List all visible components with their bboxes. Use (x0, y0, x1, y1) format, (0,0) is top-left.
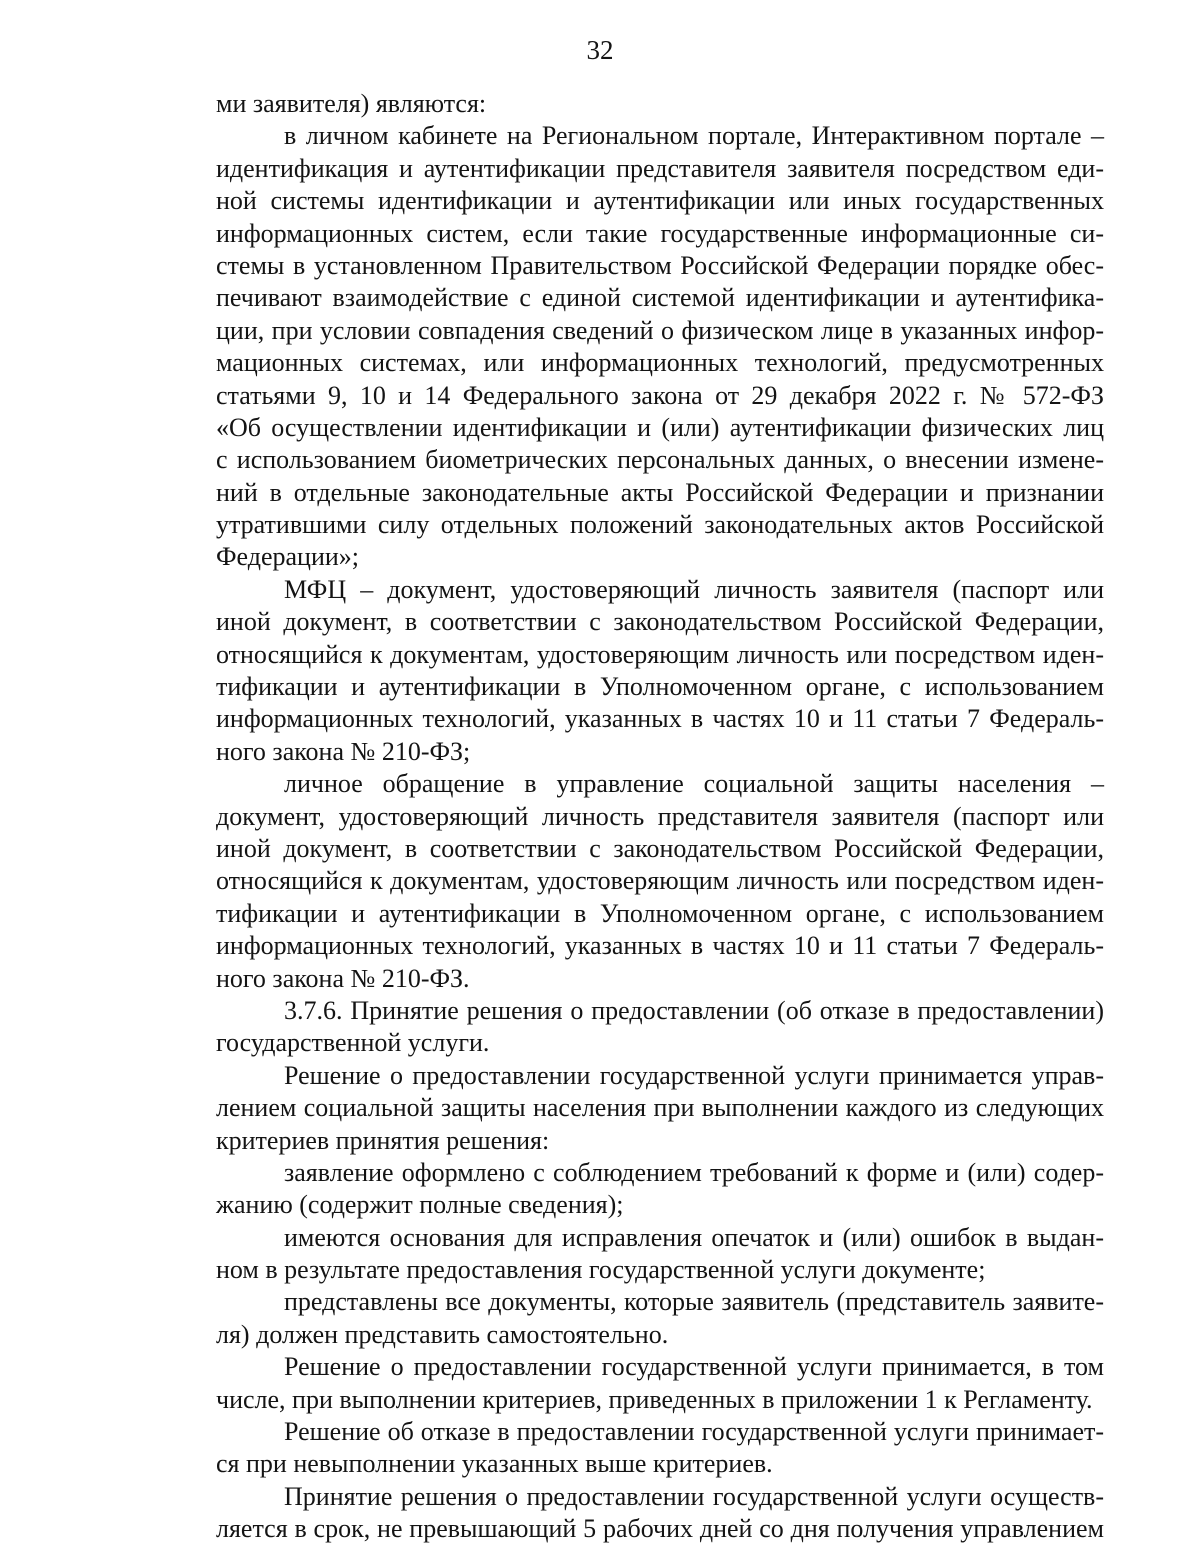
page-number: 32 (586, 35, 614, 65)
document-body (216, 88, 1104, 1546)
text-line: ного закона № 210-ФЗ. (216, 963, 470, 993)
paragraph (216, 1286, 1104, 1351)
text-line: государственной услуги. (216, 1028, 490, 1058)
text-line: относящийся к документам, удостоверяющим личность или посредством иден- (216, 866, 1104, 896)
paragraph (216, 120, 1104, 573)
text-line: ний в отдельные законодательные акты Российской Федерации и признании (216, 477, 1104, 507)
text-line: ном в результате предоставления государственной услуги документе; (216, 1255, 986, 1285)
text-line: информационных систем, если такие государственные информационные си- (216, 218, 1104, 248)
text-line: ля) должен представить самостоятельно. (216, 1319, 669, 1349)
text-line: МФЦ – документ, удостоверяющий личность заявителя (паспорт или (284, 574, 1104, 604)
text-line: Решение о предоставлении государственной услуги принимается, в том (284, 1352, 1104, 1382)
text-line: ции, при условии совпадения сведений о физическом лице в указанных инфор- (216, 315, 1104, 345)
text-line: мационных системах, или информационных технологий, предусмотренных (216, 348, 1104, 378)
text-line: иной документ, в соответствии с законодательством Российской Федерации, (216, 607, 1104, 637)
paragraph (216, 1481, 1104, 1546)
text-line: Федерации»; (216, 542, 360, 572)
text-line: лением социальной защиты населения при выполнении каждого из следующих (216, 1093, 1104, 1123)
text-line: числе, при выполнении критериев, приведенных в приложении 1 к Регламенту. (216, 1384, 1093, 1414)
paragraph (216, 574, 1104, 768)
text-line: в личном кабинете на Региональном портале, Интерактивном портале – (284, 121, 1104, 151)
text-line: заявление оформлено с соблюдением требований к форме и (или) содер- (284, 1157, 1104, 1187)
text-line: информационных технологий, указанных в частях 10 и 11 статьи 7 Федераль- (216, 931, 1104, 961)
text-line: критериев принятия решения: (216, 1125, 550, 1155)
text-line: ми заявителя) являются: (216, 89, 487, 118)
text-line: относящийся к документам, удостоверяющим личность или посредством иден- (216, 639, 1104, 669)
text-line: жанию (содержит полные сведения); (216, 1190, 624, 1220)
text-line: «Об осуществлении идентификации и (или) аутентификации физических лиц (216, 412, 1104, 442)
text-line: личное обращение в управление социальной защиты населения – (284, 769, 1104, 799)
paragraph (216, 1060, 1104, 1157)
paragraph (216, 88, 1104, 120)
text-line: Решение об отказе в предоставлении государственной услуги принимает- (284, 1417, 1104, 1447)
text-line: представлены все документы, которые заявитель (представитель заявите- (284, 1287, 1104, 1317)
text-line: документ, удостоверяющий личность представителя заявителя (паспорт или (216, 801, 1104, 831)
text-line: стемы в установленном Правительством Российской Федерации порядке обес- (216, 250, 1104, 280)
paragraph (216, 995, 1104, 1060)
text-line: имеются основания для исправления опечаток и (или) ошибок в выдан- (284, 1222, 1104, 1252)
text-line: Принятие решения о предоставлении государственной услуги осуществ- (284, 1481, 1104, 1511)
text-line: иной документ, в соответствии с законодательством Российской Федерации, (216, 833, 1104, 863)
text-line: с использованием биометрических персональных данных, о внесении измене- (216, 445, 1104, 475)
text-line: тификации и аутентификации в Уполномоченном органе, с использованием (216, 672, 1104, 702)
paragraph (216, 1351, 1104, 1416)
paragraph (216, 768, 1104, 995)
text-line: тификации и аутентификации в Уполномоченном органе, с использованием (216, 898, 1104, 928)
text-line: информационных технологий, указанных в частях 10 и 11 статьи 7 Федераль- (216, 704, 1104, 734)
text-line: статьями 9, 10 и 14 Федерального закона от 29 декабря 2022 г. № 572-ФЗ (216, 380, 1104, 410)
paragraph (216, 1157, 1104, 1222)
text-line: Решение о предоставлении государственной услуги принимается управ- (284, 1060, 1104, 1090)
text-line: ного закона № 210-ФЗ; (216, 736, 471, 766)
text-line: 3.7.6. Принятие решения о предоставлении (об отказе в предоставлении) (284, 995, 1104, 1025)
text-line: утратившими силу отдельных положений законодательных актов Российской (216, 510, 1104, 540)
paragraph (216, 1222, 1104, 1287)
text-line: ляется в срок, не превышающий 5 рабочих дней со дня получения управлением (216, 1514, 1104, 1544)
text-line: ся при невыполнении указанных выше критериев. (216, 1449, 773, 1479)
paragraph (216, 1416, 1104, 1481)
text-line: печивают взаимодействие с единой системой идентификации и аутентифика- (216, 283, 1104, 313)
text-line: ной системы идентификации и аутентификации или иных государственных (216, 186, 1104, 216)
text-line: идентификация и аутентификации представителя заявителя посредством еди- (216, 153, 1104, 183)
